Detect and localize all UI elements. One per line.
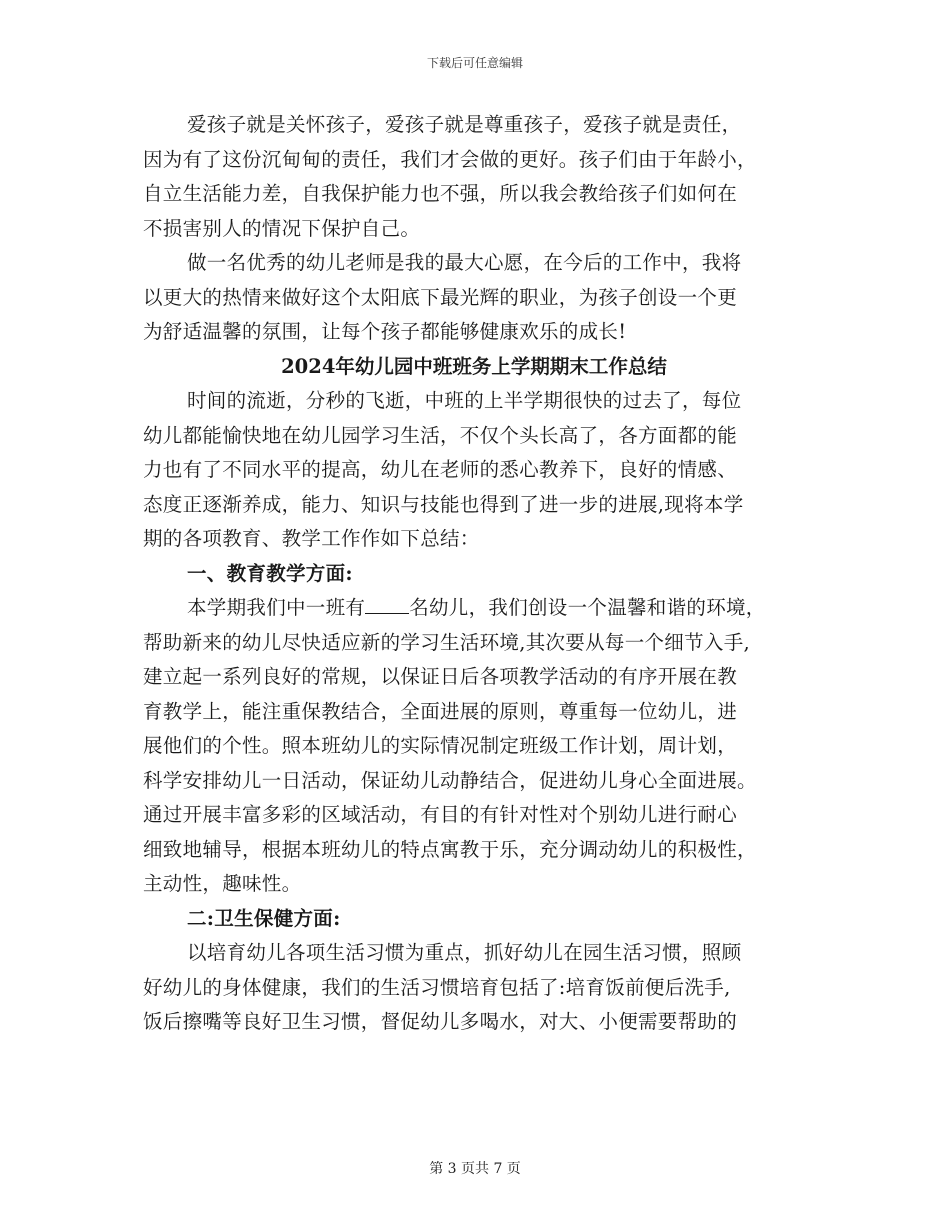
paragraph-line: 不损害别人的情况下保护自己。 [143, 216, 421, 240]
paragraph-line: 饭后擦嘴等良好卫生习惯，督促幼儿多喝水，对大、小便需要帮助的 [143, 1010, 738, 1033]
paragraph-line: 好幼儿的身体健康，我们的生活习惯培育包括了:培育饭前便后洗手, [143, 975, 731, 999]
document-title: 2024年幼儿园中班班务上学期期末工作总结 [281, 354, 667, 378]
document-body [143, 108, 805, 1040]
paragraph-line: 自立生活能力差，自我保护能力也不强，所以我会教给孩子们如何在 [143, 182, 738, 205]
text-segment: 本学期我们中一班有 [187, 596, 366, 619]
paragraph-line: 通过开展丰富多彩的区域活动，有目的有针对性对个别幼儿进行耐心 [143, 803, 738, 826]
paragraph-line: 以更大的热情来做好这个太阳底下最光辉的职业，为孩子创设一个更 [143, 285, 738, 309]
paragraph-line: 期的各项教育、教学工作作如下总结： [143, 527, 480, 550]
paragraph-line [143, 591, 805, 626]
paragraph-line: 展他们的个性。照本班幼儿的实际情况制定班级工作计划，周计划， [143, 734, 738, 757]
section-heading-education: 一、教育教学方面: [187, 561, 353, 585]
paragraph-line: 因为有了这份沉甸甸的责任，我们才会做的更好。孩子们由于年龄小， [143, 147, 757, 171]
paragraph-line: 帮助新来的幼儿尽快适应新的学习生活环境,其次要从每一个细节入手, [143, 630, 750, 654]
text-segment: 名幼儿，我们创设一个温馨和谐的环境， [409, 596, 766, 619]
paragraph-line: 力也有了不同水平的提高，幼儿在老师的悉心教养下，良好的情感、 [143, 458, 738, 481]
paragraph-line: 时间的流逝，分秒的飞逝，中班的上半学期很快的过去了，每位 [187, 389, 742, 412]
paragraph-line: 幼儿都能愉快地在幼儿园学习生活，不仅个头长高了，各方面都的能 [143, 423, 738, 447]
paragraph-line: 建立起一系列良好的常规，以保证日后各项教学活动的有序开展在教 [143, 665, 738, 688]
page-footer: 第 3 页共 7 页 [429, 1161, 521, 1177]
paragraph-line: 为舒适温馨的氛围，让每个孩子都能够健康欢乐的成长! [143, 320, 627, 343]
paragraph-line: 育教学上，能注重保教结合，全面进展的原则，尊重每一位幼儿，进 [143, 699, 738, 723]
section-heading-health: 二:卫生保健方面: [187, 906, 341, 930]
paragraph-line: 爱孩子就是关怀孩子，爱孩子就是尊重孩子，爱孩子就是责任， [187, 113, 742, 136]
paragraph-line: 以培育幼儿各项生活习惯为重点，抓好幼儿在园生活习惯，照顾 [187, 941, 742, 964]
paragraph-line: 细致地辅导，根据本班幼儿的特点寓教于乐，充分调动幼儿的积极性， [143, 837, 757, 861]
paragraph-line: 科学安排幼儿一日活动，保证幼儿动静结合，促进幼儿身心全面进展。 [143, 768, 757, 792]
page-header: 下载后可任意编辑 [426, 56, 523, 70]
paragraph-line: 做一名优秀的幼儿老师是我的最大心愿，在今后的工作中，我将 [187, 251, 742, 274]
paragraph-line: 态度正逐渐养成，能力、知识与技能也得到了进一步的进展,现将本学 [143, 492, 744, 516]
paragraph-line: 主动性，趣味性。 [143, 872, 302, 895]
fill-in-blank [365, 593, 409, 614]
